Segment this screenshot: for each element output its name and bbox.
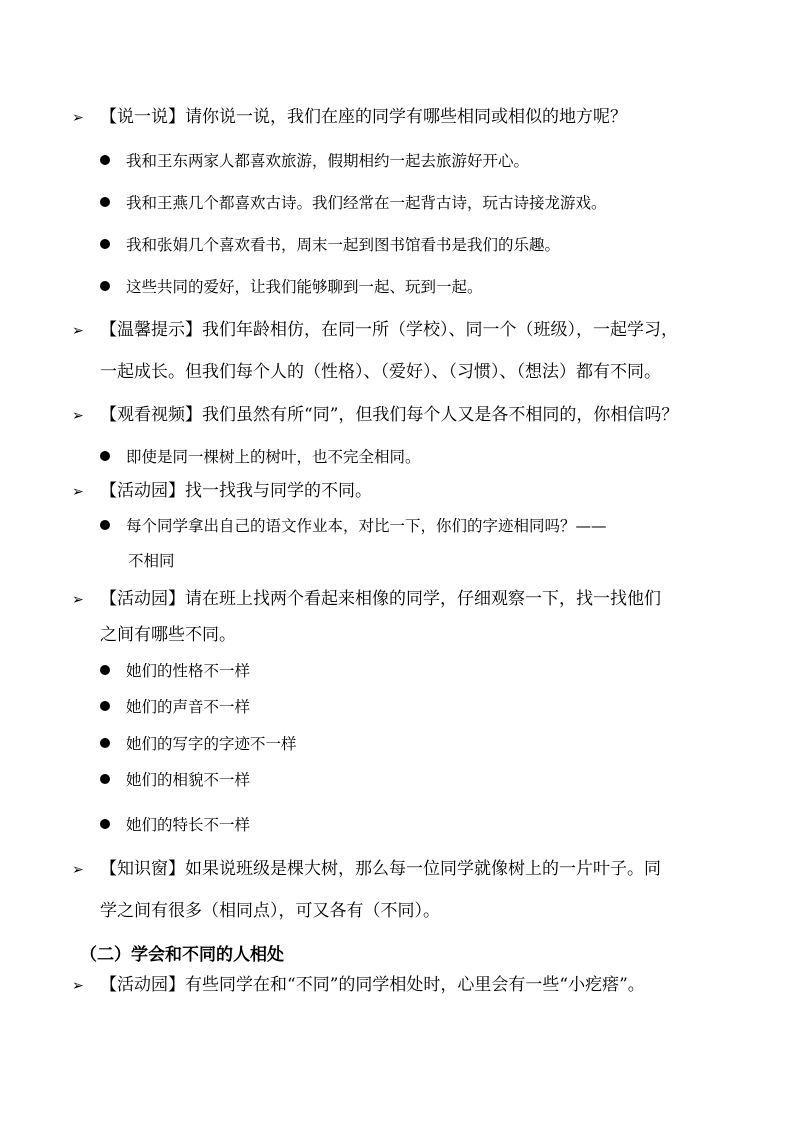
arrow-bullet-icon: ➢ [72,978,84,994]
item-text: 【温馨提示】我们年龄相仿，在同一所（学校）、同一个（班级），一起学习， [100,320,678,340]
bullet-dot-icon [100,197,110,207]
arrow-item-say [72,106,627,129]
bullet-text: 我和王东两家人都喜欢旅游，假期相约一起去旅游好开心。 [126,152,530,170]
bullet-item [100,814,250,836]
item-text: 之间有哪些不同。 [100,625,236,645]
arrow-bullet-icon: ➢ [72,408,84,424]
arrow-item-video [72,404,678,427]
bullet-dot-icon [100,738,110,748]
bullet-text: 她们的特长不一样 [126,816,251,834]
item-text: 【活动园】有些同学在和“不同”的同学相处时，心里会有一些“小疙瘩”。 [100,975,645,995]
bullet-dot-icon [100,520,110,530]
bullet-text: 我和张娟几个喜欢看书，周末一起到图书馆看书是我们的乐趣。 [126,236,561,254]
bullet-continuation [128,550,175,572]
bullet-text: 她们的写字的字迹不一样 [126,735,297,753]
bullet-item [100,150,529,172]
arrow-bullet-icon: ➢ [72,862,84,878]
bullet-text: 即使是同一棵树上的树叶，也不完全相同。 [126,448,421,466]
item-text: 学之间有很多（相同点），可又各有（不同）。 [100,901,440,921]
bullet-item [100,769,250,791]
bullet-dot-icon [100,155,110,165]
bullet-dot-icon [100,819,110,829]
bullet-item [100,696,250,718]
item-continuation [100,361,661,383]
section-heading: （二）学会和不同的人相处 [80,945,284,965]
bullet-item [100,733,297,755]
arrow-item-tip [72,319,678,342]
bullet-dot-icon [100,774,110,784]
item-text: 一起成长。但我们每个人的（性格）、（爱好）、（习惯）、（想法）都有不同。 [100,362,661,382]
bullet-dot-icon [100,281,110,291]
bullet-dot-icon [100,451,110,461]
arrow-bullet-icon: ➢ [72,323,84,339]
arrow-item-activity-2 [72,588,661,611]
item-text: 【说一说】请你说一说，我们在座的同学有哪些相同或相似的地方呢？ [100,107,627,127]
bullet-item [100,446,421,468]
bullet-text: 她们的性格不一样 [126,662,251,680]
arrow-bullet-icon: ➢ [72,484,84,500]
arrow-item-knowledge [72,858,661,881]
bullet-text: 她们的相貌不一样 [126,771,251,789]
bullet-item [100,515,607,537]
arrow-item-activity-3 [72,974,645,997]
bullet-dot-icon [100,701,110,711]
item-continuation [100,624,236,646]
bullet-text: 不相同 [128,552,175,570]
bullet-item [100,234,560,256]
bullet-item [100,660,250,682]
arrow-bullet-icon: ➢ [72,592,84,608]
bullet-dot-icon [100,239,110,249]
item-text: 【知识窗】如果说班级是棵大树，那么每一位同学就像树上的一片叶子。同 [100,859,661,879]
bullet-text: 她们的声音不一样 [126,698,251,716]
bullet-item [100,276,483,298]
item-text: 【活动园】请在班上找两个看起来相像的同学，仔细观察一下，找一找他们 [100,589,661,609]
bullet-text: 每个同学拿出自己的语文作业本，对比一下，你们的字迹相同吗？—— [126,517,607,535]
item-continuation [100,900,440,922]
arrow-bullet-icon: ➢ [72,110,84,126]
item-text: 【活动园】找一找我与同学的不同。 [100,481,372,501]
bullet-text: 我和王燕几个都喜欢古诗。我们经常在一起背古诗，玩古诗接龙游戏。 [126,194,607,212]
bullet-dot-icon [100,665,110,675]
bullet-text: 这些共同的爱好，让我们能够聊到一起、玩到一起。 [126,278,483,296]
item-text: 【观看视频】我们虽然有所“同”，但我们每个人又是各不相同的，你相信吗？ [100,405,679,425]
bullet-item [100,192,607,214]
arrow-item-activity-1 [72,480,372,503]
